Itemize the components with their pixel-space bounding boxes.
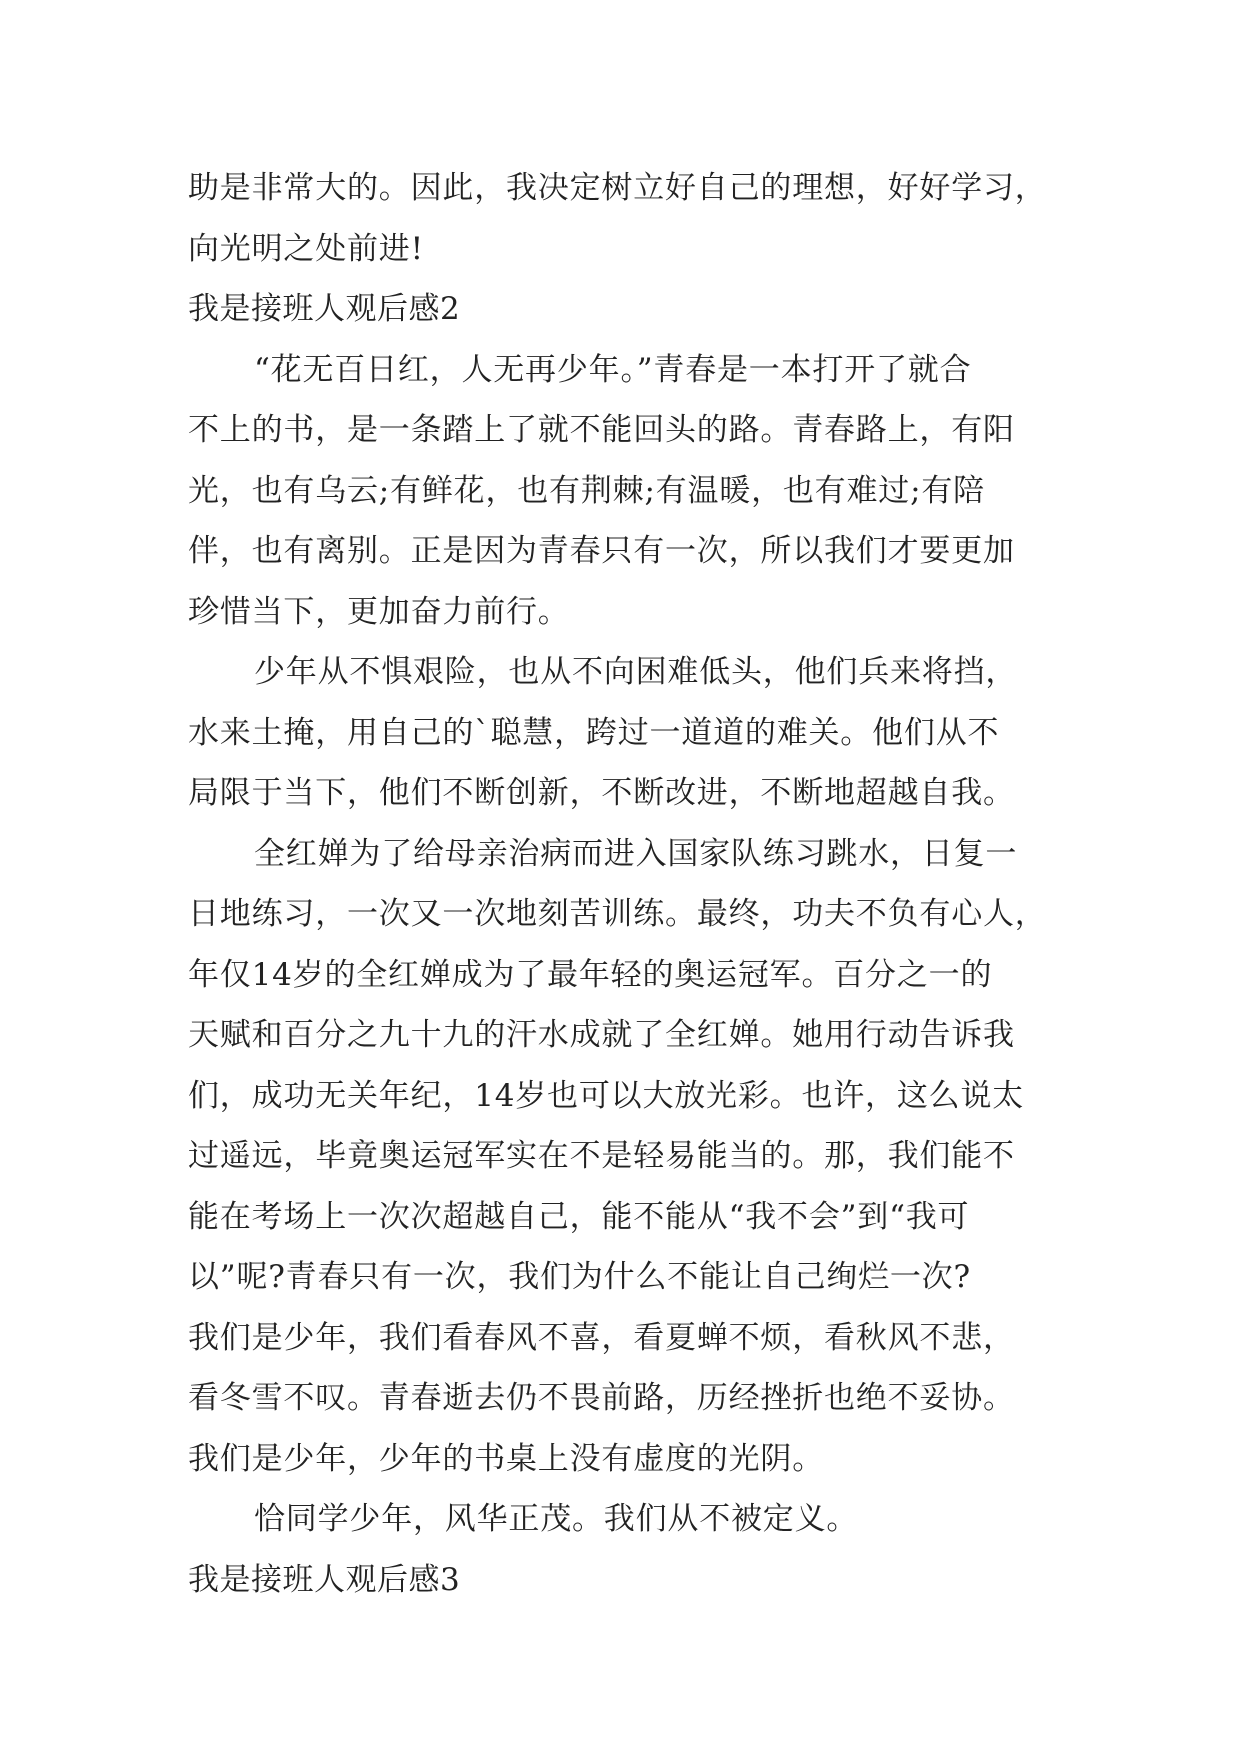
paragraph-first-line: “花无百日红，人无再少年。”青春是一本打开了就合 <box>254 351 972 388</box>
text-line: 年仅14岁的全红婵成为了最年轻的奥运冠军。百分之一的 <box>188 956 993 993</box>
text-line: 我们是少年，少年的书桌上没有虚度的光阴。 <box>188 1440 824 1477</box>
text-line: 助是非常大的。因此，我决定树立好自己的理想，好好学习， <box>188 170 1047 206</box>
text-line: 不上的书，是一条踏上了就不能回头的路。青春路上，有阳 <box>188 412 1015 448</box>
text-line: 珍惜当下，更加奋力前行。 <box>188 593 570 630</box>
text-line: 光，也有乌云;有鲜花，也有荆棘;有温暖，也有难过;有陪 <box>188 472 985 509</box>
text-line: 过遥远，毕竟奥运冠军实在不是轻易能当的。那，我们能不 <box>188 1138 1015 1174</box>
document-body <box>188 158 1068 1610</box>
text-line: 水来土掩，用自己的`聪慧，跨过一道道的难关。他们从不 <box>188 714 1000 751</box>
text-line: 伴，也有离别。正是因为青春只有一次，所以我们才要更加 <box>188 533 1015 569</box>
text-line: 能在考场上一次次超越自己，能不能从“我不会”到“我可 <box>188 1198 970 1235</box>
section-heading: 我是接班人观后感2 <box>188 291 461 327</box>
text-line: 以”呢?青春只有一次，我们为什么不能让自己绚烂一次? <box>188 1259 971 1295</box>
text-line: 看冬雪不叹。青春逝去仍不畏前路，历经挫折也绝不妥协。 <box>188 1380 1015 1416</box>
text-line: 局限于当下，他们不断创新，不断改进，不断地超越自我。 <box>188 775 1015 811</box>
paragraph-first-line: 全红婵为了给母亲治病而进入国家队练习跳水，日复一 <box>254 835 1018 872</box>
text-line: 日地练习，一次又一次地刻苦训练。最终，功夫不负有心人， <box>188 896 1047 932</box>
paragraph-first-line: 少年从不惧艰险，也从不向困难低头，他们兵来将挡， <box>254 654 1018 690</box>
section-heading: 我是接班人观后感3 <box>188 1561 461 1598</box>
text-line: 向光明之处前进! <box>188 230 424 267</box>
text-line: 们，成功无关年纪，14岁也可以大放光彩。也许，这么说太 <box>188 1077 1025 1114</box>
text-line: 我们是少年，我们看春风不喜，看夏蝉不烦，看秋风不悲， <box>188 1319 1015 1356</box>
paragraph-first-line: 恰同学少年，风华正茂。我们从不被定义。 <box>254 1501 859 1537</box>
text-line: 天赋和百分之九十九的汗水成就了全红婵。她用行动告诉我 <box>188 1017 1015 1053</box>
